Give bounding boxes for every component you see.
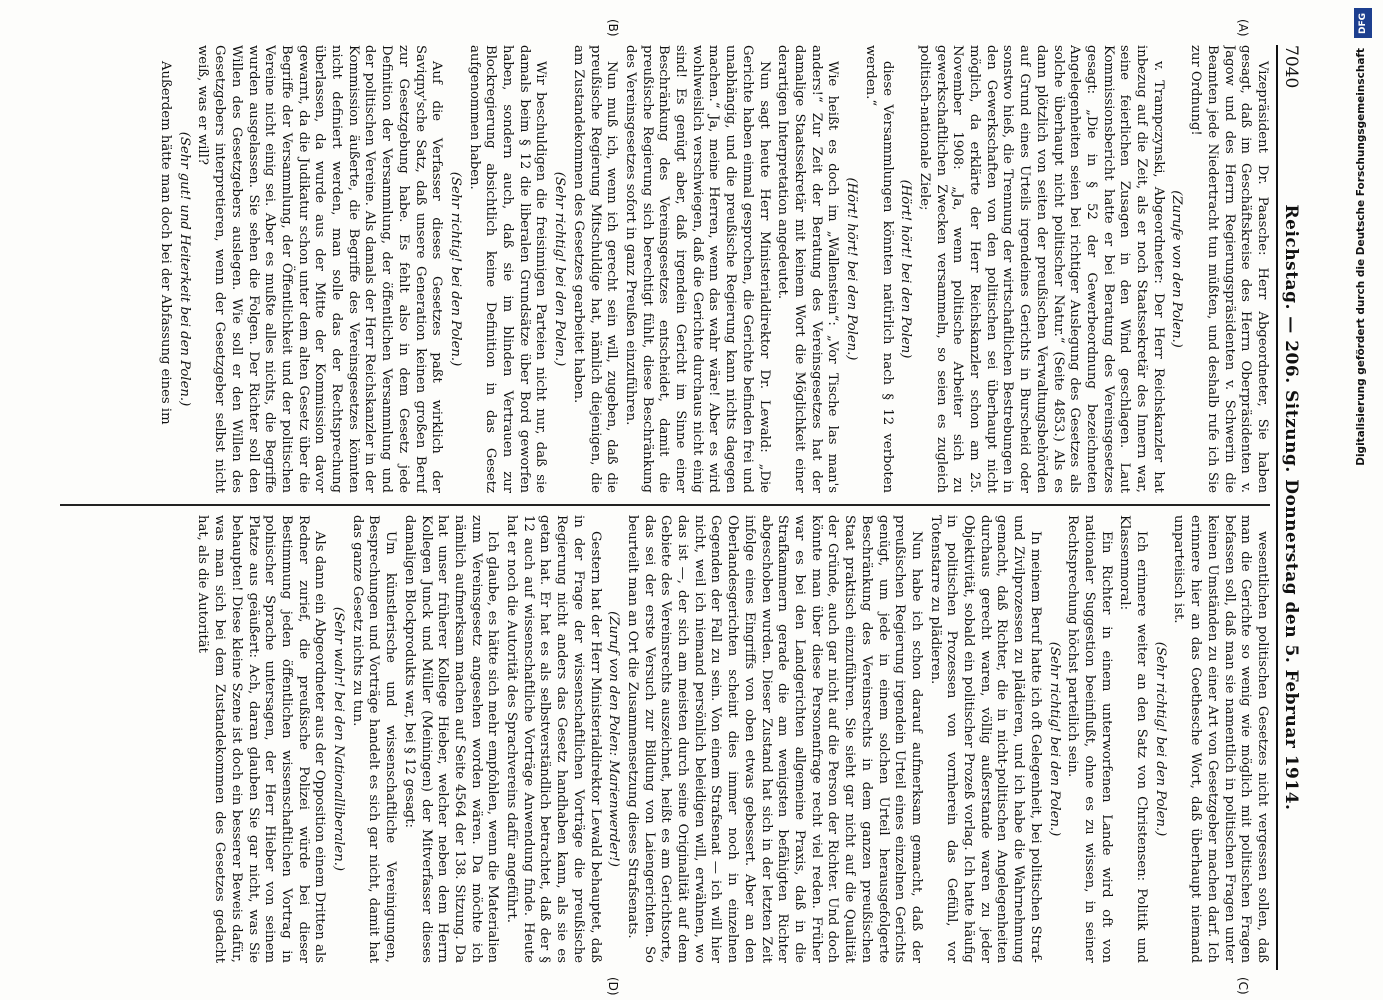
paragraph: diese Versammlungen könnten natürlich nach § 12 verboten werden.“	[862, 45, 895, 493]
running-title: Reichstag. — 206. Sitzung. Donnerstag den 5. Februar 1914.	[1281, 204, 1301, 811]
margin-marker-d: (D)	[606, 977, 620, 996]
paragraph: Ich glaube, es hätte sich mehr empfohlen, wenn die Materialien zum Vereinsgesetz angesehen worden wären. Da möchte ich nämlich aufmerksam machen auf Seite 4564 der 138. Sitzung. Da hat unser früherer Kollege Hieber, welcher neben dem Herrn Kollegen Junck und Müller (Meiningen) der Mitverfasser dieses damaligen Blockprodukts war, bei § 12 gesagt:	[401, 515, 501, 963]
paragraph: v. Trampczynski, Abgeordneter: Der Herr Reichskanzler hat inbezug auf die Zeit, als er noch Staatssekretär des Innern war, seine feierlichen Zusagen in den Wind geschlagen. Laut Kommissionsbericht hatte er bei Beratung des Vereinsgesetzes gesagt: „Die in § 52 der Gewerbeordnung bezeichneten Angelegenheiten seien bei richtiger Auslegung des Gesetzes als solche überhaupt nicht politischer Natur.“ (Seite 4853.) Als es dann plötzlich von seiten der preußischen Verwaltungsbehörden auf Grund eines Urteils irgendeines Gerichts in Burscheid oder sonstwo hieß, die Trennung der wirtschaftlichen Bestrebungen in den Gewerkschaften von den politischen sei überhaupt nicht möglich, da erklärte der Herr Reichskanzler schon am 25. November 1908: „Ja, wenn politische Arbeiter sich zu gewerkschaftlichen Zwecken versammeln, so seien es zugleich politisch-nationale Ziele;	[916, 45, 1166, 493]
running-header	[1276, 45, 1310, 970]
interjection: (Sehr wahr! bei den Nationalliberalen.)	[331, 606, 347, 872]
column-divider	[60, 504, 1270, 506]
paragraph: Als dann ein Abgeordneter aus der Opposition einem Dritten als Redner zurief, die preußische Polizei würde bei dieser Bestimmung jeden öffentlichen wissenschaftlichen Vortrag in polnischer Sprache untersagen, der Herr Hieber von seinem Platze aus geäußert: Ach, daran glauben Sie gar nicht, was Sie behaupten! Diese kleine Szene ist doch ein besserer Beweis dafür, was man sich bei dem Zustandekommen des Gesetzes gedacht hat, als die Autorität	[195, 515, 328, 963]
left-column	[55, 45, 1270, 493]
interjection: (Sehr gut! und Heiterkeit bei den Polen.)	[176, 131, 192, 407]
dfg-stamp	[1352, 8, 1374, 738]
interjection: (Sehr richtig! bei den Polen.)	[552, 171, 568, 367]
paragraph: Auf die Verfasser dieses Gesetzes paßt wirklich der Saviqny'sche Satz, daß unsere Generation keinen großen Beruf zur Gesetzgebung habe. Es fehlt also in dem Gesetz jede Definition der Versammlung, der öffentlichen Versammlung und der politischen Vereine. Als damals der Herr Reichskanzler in der Kommission äußerte, die Begriffe des Vereinsgesetzes könnten nicht definiert werden, man solle das der Rechtsprechung überlassen, da wurde aus der Mitte der Kommission davor gewarnt, da die Judikatur schon unter dem alten Gesetz über die Begriffe der Versammlung, der Öffentlichkeit und der politischen Vereine nicht einig sei. Aber es mußte alles nichts, die Begriffe wurden ausgelassen. Sie sehen die Folgen. Der Richter soll den Willen des Gesetzgebers auslegen. Wie soll er den Willen des Gesetzgebers interpretieren, wenn der Gesetzgeber selbst nicht weiß, was er will?	[195, 45, 445, 493]
paragraph: wesentlichen politischen Gesetzes nicht vergessen sollen, daß man die Gerichte so wenig wie möglich mit politischen Fragen befassen soll, daß man sie namentlich in politischen Fragen unter keinen Umständen zu einer Art von Gesetzgeber machen darf. Ich erinnere hier an das Goethesche Wort, daß überhaupt niemand unparteiisch ist.	[1171, 515, 1270, 963]
interjection: (Sehr richtig! bei den Polen.)	[1152, 641, 1168, 837]
margin-marker-a: (A)	[1236, 19, 1250, 37]
margin-marker-c: (C)	[1236, 977, 1250, 995]
paragraph: Wir beschuldigen die freisinnigen Parteien nicht nur, daß sie damals beim § 12 die liberalen Grundsätze über Bord geworfen haben, sondern auch, daß sie im blinden Vertrauen zur Blockregierung absichtlich keine Definition in das Gesetz aufgenommen haben.	[466, 45, 549, 493]
paragraph: Außerdem hätte man doch bei der Abfassung eines im	[158, 61, 173, 425]
paragraph: Nun habe ich schon darauf aufmerksam gemacht, daß der preußischen Regierung irgendein Urteil eines einzelnen Gerichts genügt, um jede in einem solchen Urteil herausgefolgerte Beschränkung des Vereinsrechts in dem ganzen preußischen Staat praktisch einzuführen. Sie sieht gar nicht auf die Qualität der Gründe, auch gar nicht auf die Person der Richter. Und doch könnte man über diese Personenfrage recht viel reden. Früher war es bei den Landgerichten allgemeine Praxis, daß in die Strafkammern gerade die am wenigsten befähigten Richter abgeschoben wurden. Dieser Zustand hat sich in der letzten Zeit infolge eines Eingriffs von oben etwas gebessert. Aber an den Oberlandesgerichten scheint dies immer noch in einzelnen Gegenden der Fall zu sein. Von einem Strafsenat — ich will hier nicht, weil ich niemand persönlich beleidigen will, erwähnen, wo das ist —, der sich am meisten durch seine Originalität auf dem Gebiete des Vereinsrechts auszeichnet, heißt es am Gerichtsorte, das sei der erste Versuch zur Bildung von Laiengerichten. So beurteilt man an Ort die Zusammensetzung dieses Strafsenats.	[624, 515, 924, 963]
page-number: 7040	[1281, 45, 1301, 89]
interjection: (Zuruf von den Polen: Marienwerder!)	[606, 611, 622, 867]
paragraph: Nun muß ich, wenn ich gerecht sein will, zugeben, daß die preußische Regierung Mitschuldige hat, nämlich diejenigen, die am Zustandekommen des Gesetzes gearbeitet haben.	[570, 45, 620, 493]
margin-marker-b: (B)	[606, 19, 620, 37]
interjection: (Sehr richtig! bei den Polen.)	[1046, 641, 1062, 837]
dfg-caption: Digitalisierung gefördert durch die Deutsche Forschungsgemeinschaft	[1355, 48, 1367, 466]
paragraph: Ein Richter in einem unterworfenen Lande wird oft von nationaler Suggestion beeinflußt, ohne es zu wissen, in seiner Rechtsprechung höchst parteilich sein.	[1065, 515, 1114, 963]
interjection: (Sehr richtig! bei den Polen.)	[447, 171, 463, 367]
paragraph: Wie heißt es doch im „Wallenstein“: „Vor Tische las man's anders!“ Zur Zeit der Beratung des Vereinsgesetzes hat der damalige Staatssekretär mit keinem Wort die Möglichkeit einer derartigen Interpretation angedeutet.	[775, 45, 841, 493]
interjection: (Hört! hört! bei den Polen)	[898, 179, 914, 359]
dfg-logo: DFG	[1354, 8, 1372, 38]
rotated-sheet	[50, 19, 1310, 996]
paragraph: In meinem Beruf hatte ich oft Gelegenheit, bei politischen Straf- und Zivilprozessen zu plädieren, und ich habe die Wahrnehmung gemacht, daß Richter, die in nicht-politischen Angelegenheiten durchaus gerecht waren, völlig außerstande waren zu jeder Objektivität, sobald ein politischer Prozeß vorlag. Ich hatte häufig in politischen Prozessen von vornherein das Gefühl, vor Totenstarre zu plädieren.	[927, 515, 1043, 963]
interjection: (Hört! hört! bei den Polen.)	[844, 177, 860, 361]
right-column	[55, 515, 1270, 963]
paragraph: Ich erinnere weiter an den Satz von Christensen: Politik und Klassenmoral:	[1117, 515, 1150, 963]
interjection: (Zurufe von den Polen.)	[1169, 190, 1185, 348]
paragraph: Vizepräsident Dr. Paasche: Herr Abgeordneter, Sie haben gesagt, daß im Geschäftskreise des Herrn Oberpräsidenten v. Jagow und des Herrn Regierungspräsidenten v. Schwerin die Beamten jede Niedertracht tun müßten, und deshalb rufe ich Sie zur Ordnung!	[1188, 45, 1270, 493]
paragraph: Um künstlerische und wissenschaftliche Vereinigungen, Besprechungen und Vorträge handelt es sich gar nicht, damit hat das ganze Gesetz nichts zu tun.	[349, 515, 399, 963]
paragraph: Nun sagt heute Herr Ministerialdirektor Dr. Lewald: „Die Gerichte haben einmal gesprochen, die Gerichte befinden frei und unabhängig, und die preußische Regierung kann nichts dagegen machen.“ Ja, meine Herren, wenn das wahr wäre! Aber es wird wohlweislich verschwiegen, daß die Gerichte durchaus nicht einig sind! Es genügt aber, daß irgendein Gericht im Sinne einer Beschränkung des Vereinsgesetzes entscheidet, damit die preußische Regierung sich berechtigt fühlt, diese Beschränkung des Vereinsgesetzes sofort in ganz Preußen einzuführen.	[622, 45, 772, 493]
paragraph: Gestern hat der Herr Ministerialdirektor Lewald behauptet, daß in der Frage der wissenschaftlichen Vorträge die preußische Regierung nicht anders das Gesetz handhaben kann, als sie es getan hat. Er hat es als selbstverständlich betrachtet, daß der § 12 auch auf wissenschaftliche Vorträge Anwendung finde. Heute hat er noch die Autorität des Sprachvereins dafür angeführt.	[504, 515, 603, 963]
